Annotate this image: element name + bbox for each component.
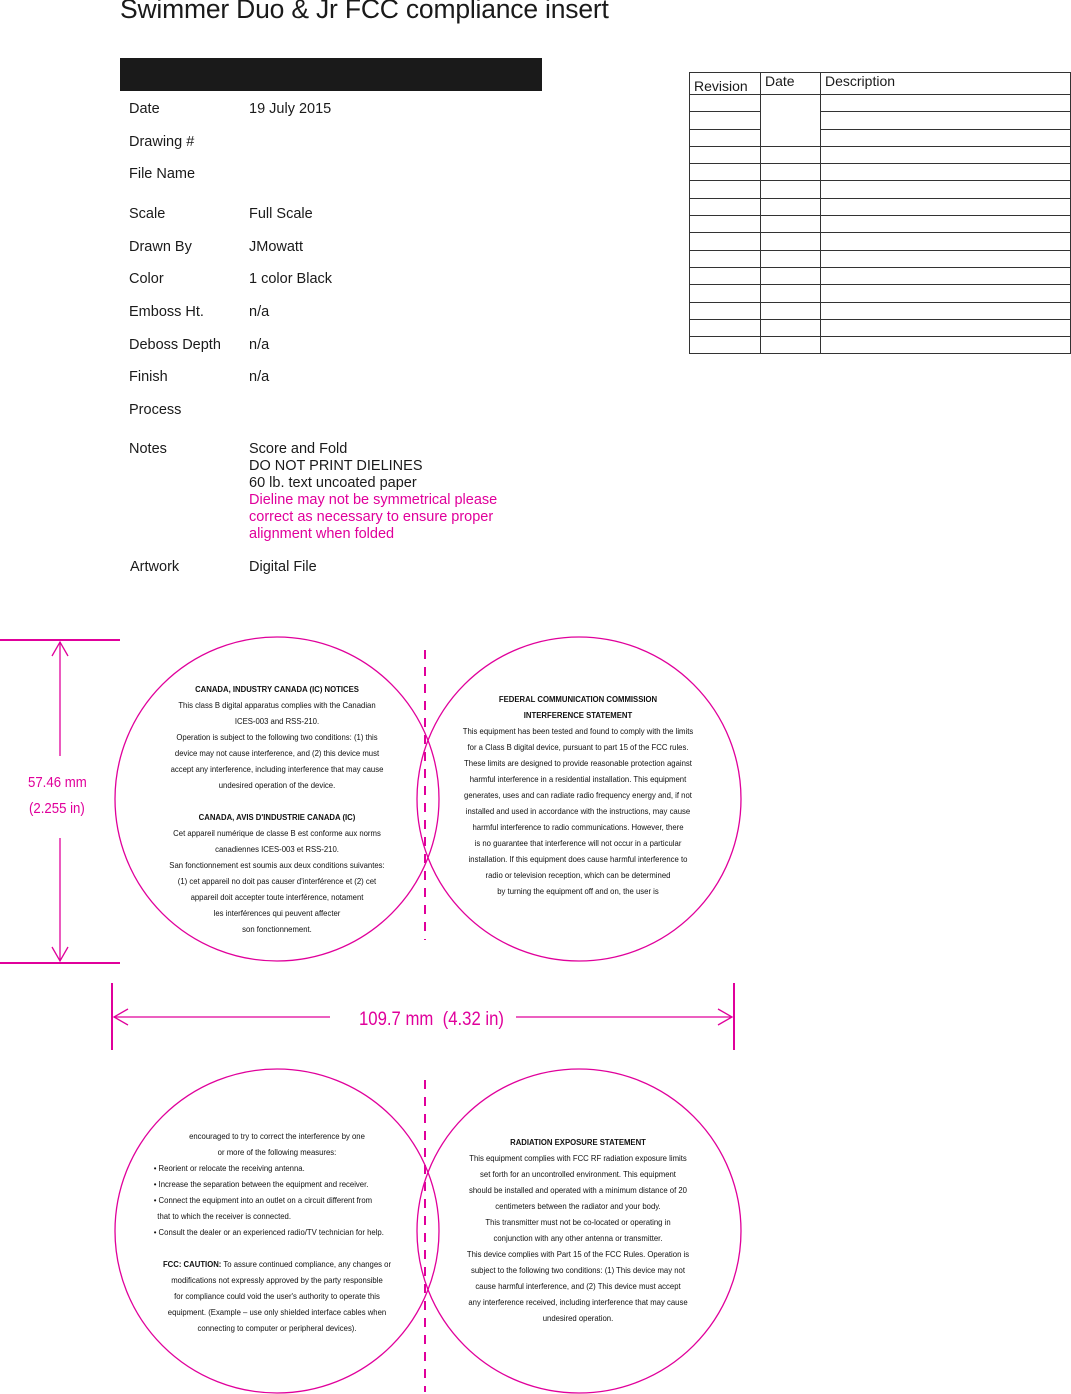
measure-bullet: that to which the receiver is connected. <box>157 1211 292 1221</box>
caution-line: modifications not expressly approved by the party responsible <box>171 1275 383 1285</box>
height-dimension-mm: 57.46 mm <box>28 774 87 791</box>
measures-intro-line: or more of the following measures: <box>217 1147 337 1157</box>
document-title: Swimmer Duo & Jr FCC compliance insert <box>120 0 609 24</box>
canada-line-fr: canadiennes ICES-003 et RSS-210. <box>215 844 339 854</box>
canada-heading-en: CANADA, INDUSTRY CANADA (IC) NOTICES <box>195 684 359 694</box>
measure-bullet: • Reorient or relocate the receiving antenna. <box>153 1163 305 1173</box>
measure-bullet: • Increase the separation between the equipment and receiver. <box>153 1179 369 1189</box>
note-warning-line: alignment when folded <box>249 526 395 542</box>
canada-heading-fr: CANADA, AVIS D'INDUSTRIE CANADA (IC) <box>198 812 356 822</box>
measures-intro-line: encouraged to try to correct the interference by one <box>189 1131 365 1141</box>
radiation-line: This transmitter must not be co-located or operating in <box>485 1217 671 1227</box>
width-dimension-in-value: (4.32 in) <box>442 1009 504 1030</box>
fcc-line: radio or television reception, which can be determined <box>485 870 671 880</box>
caution-line: equipment. (Example – use only shielded interface cables when <box>167 1307 387 1317</box>
fcc-line: These limits are designed to provide reasonable protection against <box>464 758 692 768</box>
spec-deboss-label: Deboss Depth <box>129 337 221 353</box>
radiation-line: conjunction with any other antenna or transmitter. <box>493 1233 663 1243</box>
radiation-line: any interference received, including interference that may cause <box>468 1297 688 1307</box>
fcc-line: This equipment has been tested and found to comply with the limits <box>462 726 694 736</box>
canada-line-fr: San fonctionnement est soumis aux deux conditions suivantes: <box>169 860 385 870</box>
spec-file-name-label: File Name <box>129 166 196 182</box>
interference-measures-panel <box>154 1128 401 1336</box>
radiation-exposure-panel <box>456 1134 701 1326</box>
fcc-line: installation. If this equipment does cause harmful interference to <box>468 854 688 864</box>
measure-bullet: • Consult the dealer or an experienced radio/TV technician for help. <box>153 1227 384 1237</box>
note-warning-line: correct as necessary to ensure proper <box>249 509 494 525</box>
canada-line-fr: Cet appareil numérique de classe B est conforme aux norms <box>173 828 381 838</box>
spec-date-label: Date <box>129 101 160 117</box>
fcc-line: harmful interference in a residential installation. This equipment <box>469 774 687 784</box>
measure-bullet: • Connect the equipment into an outlet on a circuit different from <box>153 1195 373 1205</box>
spec-date-value: 19 July 2015 <box>249 101 332 117</box>
canada-line: This class B digital apparatus complies with the Canadian <box>178 700 376 710</box>
canada-line-fr: son fonctionnement. <box>242 924 312 934</box>
spec-emboss-label: Emboss Ht. <box>129 304 204 320</box>
caution-line: connecting to computer or peripheral devices). <box>197 1323 357 1333</box>
radiation-line: subject to the following two conditions: (1) This device may not <box>471 1265 685 1275</box>
canada-line: device may not cause interference, and (2) this device must <box>174 748 380 758</box>
fcc-line: generates, uses and can radiate radio frequency energy and, if not <box>464 790 692 800</box>
fcc-subheading: INTERFERENCE STATEMENT <box>523 710 633 720</box>
spec-scale-label: Scale <box>129 206 166 222</box>
fcc-line: installed and used in accordance with the instructions, may cause <box>465 806 691 816</box>
fcc-line: by turning the equipment off and on, the user is <box>497 886 659 896</box>
radiation-heading: RADIATION EXPOSURE STATEMENT <box>510 1137 646 1147</box>
note-line: Score and Fold <box>249 441 348 457</box>
height-dimension-in: (2.255 in) <box>29 800 85 817</box>
note-line: DO NOT PRINT DIELINES <box>249 458 423 474</box>
width-dimension-mm-value: 109.7 mm <box>359 1009 434 1030</box>
radiation-line: should be installed and operated with a minimum distance of 20 <box>469 1185 687 1195</box>
canada-line: Operation is subject to the following two conditions: (1) this <box>176 732 378 742</box>
radiation-line: centimeters between the radiator and your body. <box>495 1201 661 1211</box>
canada-notice-panel <box>154 681 401 937</box>
spec-finish-label: Finish <box>129 369 168 385</box>
radiation-line: This equipment complies with FCC RF radiation exposure limits <box>469 1153 687 1163</box>
revision-header: Revision <box>690 73 761 95</box>
radiation-line: undesired operation. <box>542 1313 614 1323</box>
spec-notes-label: Notes <box>129 441 167 457</box>
spec-artwork-label: Artwork <box>130 559 180 575</box>
caution-first-line <box>154 1256 401 1272</box>
date-header: Date <box>761 73 821 95</box>
fcc-line: for a Class B digital device, pursuant to part 15 of the FCC rules. <box>467 742 689 752</box>
caution-heading: FCC: CAUTION: <box>162 1259 222 1269</box>
spec-finish-value: n/a <box>249 369 270 385</box>
note-warning-line: Dieline may not be symmetrical please <box>249 492 498 508</box>
fcc-heading: FEDERAL COMMUNICATION COMMISSION <box>498 694 658 704</box>
canada-line-fr: (1) cet appareil no doit pas causer d'interférence et (2) cet <box>177 876 377 886</box>
canada-line-fr: les interférences qui peuvent affecter <box>213 908 341 918</box>
fcc-statement-panel <box>456 691 701 899</box>
width-dimension-mm <box>359 1009 504 1031</box>
radiation-line: cause harmful interference, and (2) This device must accept <box>475 1281 681 1291</box>
spec-artwork-value: Digital File <box>249 559 317 575</box>
spec-process-label: Process <box>129 402 182 418</box>
canada-line: ICES-003 and RSS-210. <box>234 716 320 726</box>
description-header: Description <box>821 73 1071 95</box>
spec-drawing-label: Drawing # <box>129 134 195 150</box>
spec-scale-value: Full Scale <box>249 206 313 222</box>
canada-line-fr: appareil doit accepter toute interférence, notament <box>190 892 364 902</box>
spec-deboss-value: n/a <box>249 337 270 353</box>
caution-text: To assure continued compliance, any changes or <box>221 1259 392 1269</box>
fcc-line: is no guarantee that interference will not occur in a particular <box>474 838 682 848</box>
canada-line: accept any interference, including interference that may cause <box>170 764 384 774</box>
spec-drawn-by-label: Drawn By <box>129 239 192 255</box>
note-line: 60 lb. text uncoated paper <box>249 475 417 491</box>
spec-color-label: Color <box>129 271 164 287</box>
radiation-line: set forth for an uncontrolled environment. This equipment <box>480 1169 676 1179</box>
spec-emboss-value: n/a <box>249 304 270 320</box>
spec-color-value: 1 color Black <box>249 271 333 287</box>
caution-line: for compliance could void the user's authority to operate this <box>174 1291 380 1301</box>
radiation-line: This device complies with Part 15 of the FCC Rules. Operation is <box>466 1249 690 1259</box>
spec-drawn-by-value: JMowatt <box>249 239 303 255</box>
canada-line: undesired operation of the device. <box>218 780 336 790</box>
fcc-line: harmful interference to radio communications. However, there <box>472 822 684 832</box>
